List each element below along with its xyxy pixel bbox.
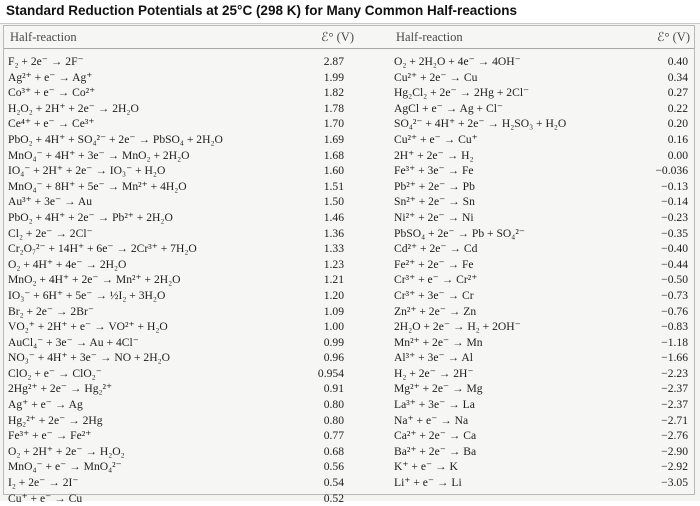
- half-reaction: Ag⁺ + e⁻ → Ag: [8, 398, 83, 412]
- reduction-potential: −0.13: [661, 179, 688, 193]
- table-row: [4, 241, 696, 257]
- half-reaction: F₂ + 2e⁻ → 2F⁻: [8, 55, 84, 68]
- reduction-potential: 1.36: [323, 226, 344, 240]
- half-reaction: H₂O₂ + 2H⁺ + 2e⁻ → 2H₂O: [8, 101, 139, 115]
- table-row: [4, 444, 696, 460]
- reduction-potential: 0.52: [323, 491, 344, 505]
- half-reaction: Fe³⁺ + 3e⁻ → Fe: [394, 164, 474, 178]
- half-reaction: SO₄²⁻ + 4H⁺ + 2e⁻ → H₂SO₃ + H₂O: [394, 117, 567, 131]
- reduction-potential: 1.70: [323, 117, 344, 131]
- reduction-potential: 0.96: [323, 351, 344, 365]
- table-row: [4, 132, 696, 148]
- header-left-reaction: Half-reaction: [10, 30, 77, 44]
- header-left-potential: ℰ° (V): [320, 30, 354, 44]
- reduction-potential: −2.71: [661, 413, 688, 427]
- table-row: [4, 319, 696, 335]
- table-row: [4, 272, 696, 288]
- half-reaction: Al³⁺ + 3e⁻ → Al: [394, 351, 473, 365]
- half-reaction: MnO₄⁻ + e⁻ → MnO₄²⁻: [8, 460, 122, 474]
- reduction-potential: 0.40: [667, 55, 688, 68]
- table-row: [4, 116, 696, 132]
- half-reaction: Na⁺ + e⁻ → Na: [394, 413, 469, 427]
- table-row: [4, 413, 696, 429]
- half-reaction: Co³⁺ + e⁻ → Co²⁺: [8, 86, 96, 100]
- reduction-potential: −0.14: [661, 195, 688, 209]
- reduction-potential: 1.99: [323, 70, 344, 84]
- half-reaction: Ag²⁺ + e⁻ → Ag⁺: [8, 70, 93, 84]
- half-reaction: 2Hg²⁺ + 2e⁻ → Hg₂²⁺: [8, 382, 113, 396]
- reduction-potential: 1.78: [323, 101, 344, 115]
- reduction-potential: 0.99: [323, 335, 344, 349]
- half-reaction: Br₂ + 2e⁻ → 2Br⁻: [8, 304, 94, 318]
- reduction-potential: 0.34: [667, 70, 688, 84]
- half-reaction: Hg₂Cl₂ + 2e⁻ → 2Hg + 2Cl⁻: [394, 86, 530, 100]
- table-row: [4, 226, 696, 242]
- half-reaction: Sn²⁺ + 2e⁻ → Sn: [394, 195, 475, 209]
- half-reaction: MnO₂ + 4H⁺ + 2e⁻ → Mn²⁺ + 2H₂O: [8, 273, 181, 287]
- reduction-potential: 0.27: [667, 86, 688, 100]
- title-bar: [0, 0, 700, 24]
- reduction-potential: 1.21: [323, 273, 344, 287]
- table-row: [4, 54, 696, 70]
- half-reaction: Cu²⁺ + 2e⁻ → Cu: [394, 70, 478, 84]
- reduction-potential: 1.68: [323, 148, 344, 162]
- reduction-potential: 0.80: [323, 398, 344, 412]
- half-reaction: Ni²⁺ + 2e⁻ → Ni: [394, 210, 474, 224]
- reduction-potential: 1.46: [323, 210, 344, 224]
- table-row: [4, 288, 696, 304]
- half-reaction: Ca²⁺ + 2e⁻ → Ca: [394, 429, 477, 443]
- reduction-potential: −2.37: [661, 398, 688, 412]
- table-row: [4, 163, 696, 179]
- table-row: [4, 304, 696, 320]
- table-row: [4, 70, 696, 86]
- header-right-potential: ℰ° (V): [656, 30, 690, 44]
- reduction-potential: 1.00: [323, 320, 344, 334]
- table-row: [4, 257, 696, 273]
- half-reaction: IO₄⁻ + 2H⁺ + 2e⁻ → IO₃⁻ + H₂O: [8, 164, 166, 178]
- half-reaction: VO₂⁺ + 2H⁺ + e⁻ → VO²⁺ + H₂O: [8, 320, 168, 334]
- table-row: [4, 397, 696, 413]
- half-reaction: Cu²⁺ + e⁻ → Cu⁺: [394, 132, 478, 146]
- half-reaction: PbSO₄ + 2e⁻ → Pb + SO₄²⁻: [394, 226, 525, 240]
- half-reaction: Cl₂ + 2e⁻ → 2Cl⁻: [8, 226, 93, 240]
- half-reaction: Ba²⁺ + 2e⁻ → Ba: [394, 444, 477, 458]
- reduction-potential: 0.54: [323, 476, 344, 490]
- reduction-potential: 1.51: [323, 179, 344, 193]
- half-reaction: Cu⁺ + e⁻ → Cu: [8, 491, 83, 505]
- half-reaction: MnO₄⁻ + 4H⁺ + 3e⁻ → MnO₂ + 2H₂O: [8, 148, 190, 162]
- reduction-potential: −2.76: [661, 429, 688, 443]
- reduction-potential: 0.77: [323, 429, 344, 443]
- half-reaction: ClO₂ + e⁻ → ClO₂⁻: [8, 366, 102, 380]
- half-reaction: O₂ + 4H⁺ + 4e⁻ → 2H₂O: [8, 257, 127, 271]
- half-reaction: O₂ + 2H⁺ + 2e⁻ → H₂O₂: [8, 444, 125, 458]
- half-reaction: Cd²⁺ + 2e⁻ → Cd: [394, 242, 478, 256]
- half-reaction: 2H₂O + 2e⁻ → H₂ + 2OH⁻: [394, 320, 521, 334]
- reduction-potential: −0.83: [661, 320, 688, 334]
- half-reaction: Mg²⁺ + 2e⁻ → Mg: [394, 382, 483, 396]
- half-reaction: PbO₂ + 4H⁺ + SO₄²⁻ + 2e⁻ → PbSO₄ + 2H₂O: [8, 132, 223, 146]
- reduction-potential: −0.40: [661, 242, 688, 256]
- half-reaction: Cr₂O₇²⁻ + 14H⁺ + 6e⁻ → 2Cr³⁺ + 7H₂O: [8, 242, 197, 256]
- reduction-potential: −0.73: [661, 288, 688, 302]
- half-reaction: Li⁺ + e⁻ → Li: [394, 476, 462, 490]
- table-row: [4, 459, 696, 475]
- table-row: [4, 350, 696, 366]
- half-reaction: Fe²⁺ + 2e⁻ → Fe: [394, 257, 474, 271]
- reduction-potential: −0.23: [661, 210, 688, 224]
- reduction-potential: 0.80: [323, 413, 344, 427]
- reduction-potential: 0.91: [323, 382, 344, 396]
- reduction-potential: 1.20: [323, 288, 344, 302]
- half-reaction: IO₃⁻ + 6H⁺ + 5e⁻ → ½I₂ + 3H₂O: [8, 288, 166, 302]
- table-row: [4, 366, 696, 382]
- reduction-potential: 1.50: [323, 195, 344, 209]
- header-divider: [4, 48, 694, 49]
- reduction-potential: 0.00: [667, 148, 688, 162]
- half-reaction: Hg₂²⁺ + 2e⁻ → 2Hg: [8, 413, 103, 427]
- half-reaction: 2H⁺ + 2e⁻ → H₂: [394, 148, 474, 162]
- half-reaction: Cr³⁺ + e⁻ → Cr²⁺: [394, 273, 478, 287]
- right-column: [4, 54, 696, 491]
- reduction-potential: −0.50: [661, 273, 688, 287]
- half-reaction: La³⁺ + 3e⁻ → La: [394, 398, 475, 412]
- table-row: [4, 179, 696, 195]
- reduction-potential: −0.35: [661, 226, 688, 240]
- half-reaction: Cr³⁺ + 3e⁻ → Cr: [394, 288, 474, 302]
- half-reaction: Au³⁺ + 3e⁻ → Au: [8, 195, 93, 209]
- reduction-potential: 2.87: [323, 55, 344, 68]
- table-row: [4, 428, 696, 444]
- reduction-potential: −3.05: [661, 476, 688, 490]
- half-reaction: H₂ + 2e⁻ → 2H⁻: [394, 366, 474, 380]
- header-right-reaction: Half-reaction: [396, 30, 463, 44]
- table-row: [4, 148, 696, 164]
- reduction-potential: 0.16: [667, 132, 688, 146]
- reduction-potential: −2.92: [661, 460, 688, 474]
- table-row: [4, 475, 696, 491]
- half-reaction: Ce⁴⁺ + e⁻ → Ce³⁺: [8, 117, 95, 131]
- reduction-potential: 1.33: [323, 242, 344, 256]
- reduction-potential: 1.60: [323, 164, 344, 178]
- table-title: Standard Reduction Potentials at 25°C (298 K) for Many Common Half-reactions: [6, 3, 517, 18]
- reduction-potential: 1.82: [323, 86, 344, 100]
- reduction-potential: −0.036: [655, 164, 688, 178]
- table-row: [4, 210, 696, 226]
- table-row: [4, 335, 696, 351]
- half-reaction: MnO₄⁻ + 8H⁺ + 5e⁻ → Mn²⁺ + 4H₂O: [8, 179, 187, 193]
- reduction-potential: −0.44: [661, 257, 688, 271]
- reduction-potential: 0.20: [667, 117, 688, 131]
- half-reaction: AuCl₄⁻ + 3e⁻ → Au + 4Cl⁻: [8, 335, 139, 349]
- table-row: [4, 381, 696, 397]
- half-reaction: I₂ + 2e⁻ → 2I⁻: [8, 476, 79, 490]
- reduction-potential: 1.69: [323, 132, 344, 146]
- half-reaction: Zn²⁺ + 2e⁻ → Zn: [394, 304, 477, 318]
- reduction-potential: 0.954: [317, 366, 344, 380]
- half-reaction: PbO₂ + 4H⁺ + 2e⁻ → Pb²⁺ + 2H₂O: [8, 210, 173, 224]
- reduction-potential: −1.18: [661, 335, 688, 349]
- reduction-potential: −2.90: [661, 444, 688, 458]
- half-reaction: NO₃⁻ + 4H⁺ + 3e⁻ → NO + 2H₂O: [8, 351, 170, 365]
- table-row: [4, 85, 696, 101]
- table-row: [4, 491, 354, 506]
- reduction-potential: 0.22: [667, 101, 688, 115]
- half-reaction: Mn²⁺ + 2e⁻ → Mn: [394, 335, 483, 349]
- table-row: [4, 194, 696, 210]
- reduction-potential: 0.56: [323, 460, 344, 474]
- reduction-potential: −2.23: [661, 366, 688, 380]
- reduction-potential: 1.09: [323, 304, 344, 318]
- half-reaction: K⁺ + e⁻ → K: [394, 460, 458, 474]
- half-reaction: O₂ + 2H₂O + 4e⁻ → 4OH⁻: [394, 55, 521, 68]
- reduction-potential: −0.76: [661, 304, 688, 318]
- reduction-potential: −1.66: [661, 351, 688, 365]
- half-reaction: Fe³⁺ + e⁻ → Fe²⁺: [8, 429, 92, 443]
- half-reaction: Pb²⁺ + 2e⁻ → Pb: [394, 179, 475, 193]
- potentials-table: [3, 25, 695, 505]
- reduction-potential: 1.23: [323, 257, 344, 271]
- reduction-potential: −2.37: [661, 382, 688, 396]
- half-reaction: AgCl + e⁻ → Ag + Cl⁻: [394, 101, 504, 115]
- reduction-potential: 0.68: [323, 444, 344, 458]
- table-row: [4, 101, 696, 117]
